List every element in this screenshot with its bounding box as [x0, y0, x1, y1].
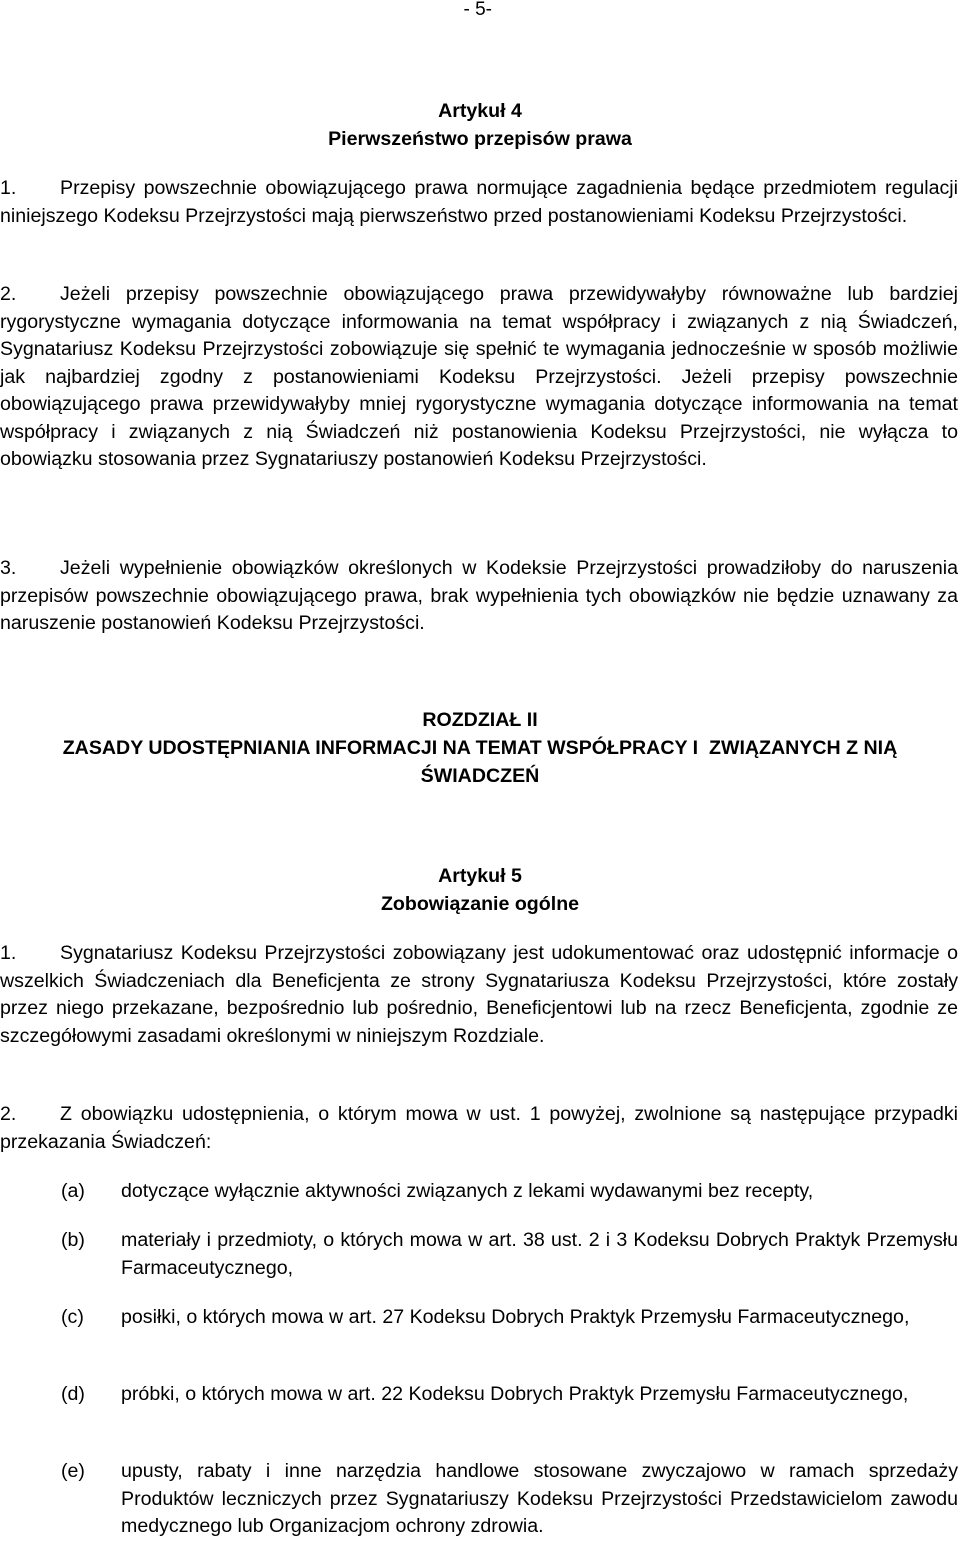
- paragraph-number: 1.: [0, 177, 17, 199]
- item-label: (e): [61, 1460, 85, 1482]
- paragraph-number: 2.: [0, 1103, 17, 1125]
- item-text: posiłki, o których mowa w art. 27 Kodeksu Dobrych Praktyk Przemysłu Farmaceutycznego,: [121, 1306, 910, 1328]
- exemption-item-d: [0, 1381, 958, 1409]
- article-4-subtitle: Pierwszeństwo przepisów prawa: [328, 128, 632, 150]
- item-label: (a): [61, 1180, 85, 1202]
- article-5-subtitle: Zobowiązanie ogólne: [380, 893, 580, 915]
- paragraph-text: Sygnatariusz Kodeksu Przejrzystości zobowiązany jest udokumentować oraz udostępnić informacje o wszelkich Świadczeniach dla Beneficjenta ze strony Sygnatariusza Kodeksu Przejrzystości, które zostały przez niego przekazane, bezpośrednio lub pośrednio, Beneficjentowi lub na rzecz Beneficjenta, zgodnie ze szczegółowymi zasadami określonymi w niniejszym Rozdziale.: [0, 942, 958, 1047]
- exemption-item-c: [0, 1304, 958, 1332]
- item-text: upusty, rabaty i inne narzędzia handlowe stosowane zwyczajowo w ramach sprzedaży Produktów leczniczych przez Sygnatariuszy Kodeksu Przejrzystości Przedstawicielom zawodu medycznego lub Organizacjom ochrony zdrowia.: [121, 1460, 958, 1537]
- article-4-paragraph-1: [0, 175, 958, 230]
- chapter-2-title: ROZDZIAŁ II: [422, 709, 538, 731]
- exemption-item-b: [0, 1227, 958, 1282]
- paragraph-number: 2.: [0, 283, 17, 305]
- item-text: dotyczące wyłącznie aktywności związanych z lekami wydawanymi bez recepty,: [121, 1180, 814, 1202]
- paragraph-number: 1.: [0, 942, 17, 964]
- item-label: (d): [61, 1383, 85, 1405]
- item-text: próbki, o których mowa w art. 22 Kodeksu Dobrych Praktyk Przemysłu Farmaceutycznego,: [121, 1383, 909, 1405]
- paragraph-text: Jeżeli wypełnienie obowiązków określonych w Kodeksie Przejrzystości prowadziłoby do naruszenia przepisów powszechnie obowiązującego prawa, brak wypełnienia tych obowiązków nie będzie uznawany za naruszenie postanowień Kodeksu Przejrzystości.: [0, 557, 958, 634]
- item-label: (b): [61, 1229, 85, 1251]
- paragraph-text: Przepisy powszechnie obowiązującego prawa normujące zagadnienia będące przedmiotem regulacji niniejszego Kodeksu Przejrzystości mają pierwszeństwo przed postanowieniami Kodeksu Przejrzystości.: [0, 177, 958, 227]
- paragraph-number: 3.: [0, 557, 17, 579]
- article-5-paragraph-2: [0, 1101, 958, 1156]
- paragraph-text: Z obowiązku udostępnienia, o którym mowa w ust. 1 powyżej, zwolnione są następujące przypadki przekazania Świadczeń:: [0, 1103, 958, 1153]
- page-number: - 5-: [463, 0, 492, 20]
- article-4-paragraph-3: [0, 555, 958, 638]
- chapter-2-subtitle-line-1: ZASADY UDOSTĘPNIANIA INFORMACJI NA TEMAT WSPÓŁPRACY I ZWIĄZANYCH Z NIĄ: [62, 737, 898, 759]
- item-label: (c): [61, 1306, 84, 1328]
- item-text: materiały i przedmioty, o których mowa w art. 38 ust. 2 i 3 Kodeksu Dobrych Praktyk Przemysłu Farmaceutycznego,: [121, 1229, 958, 1279]
- exemption-item-a: [0, 1178, 958, 1206]
- article-4-title: Artykuł 4: [438, 100, 522, 122]
- exemption-item-e: [0, 1458, 958, 1541]
- chapter-2-subtitle-line-2: ŚWIADCZEŃ: [420, 765, 540, 787]
- article-4-paragraph-2: [0, 281, 958, 474]
- article-5-title: Artykuł 5: [438, 865, 522, 887]
- article-5-paragraph-1: [0, 940, 958, 1050]
- paragraph-text: Jeżeli przepisy powszechnie obowiązującego prawa przewidywałyby równoważne lub bardziej rygorystyczne wymagania dotyczące informowania na temat współpracy i związanych z nią Świadczeń, Sygnatariusz Kodeksu Przejrzystości zobowiązuje się spełnić te wymagania jednocześnie w sposób możliwie jak najbardziej zgodny z postanowieniami Kodeksu Przejrzystości. Jeżeli przepisy powszechnie obowiązującego prawa przewidywałyby mniej rygorystyczne wymagania dotyczące informowania na temat współpracy i związanych z nią Świadczeń niż postanowienia Kodeksu Przejrzystości, nie wyłącza to obowiązku stosowania przez Sygnatariuszy postanowień Kodeksu Przejrzystości.: [0, 283, 958, 470]
